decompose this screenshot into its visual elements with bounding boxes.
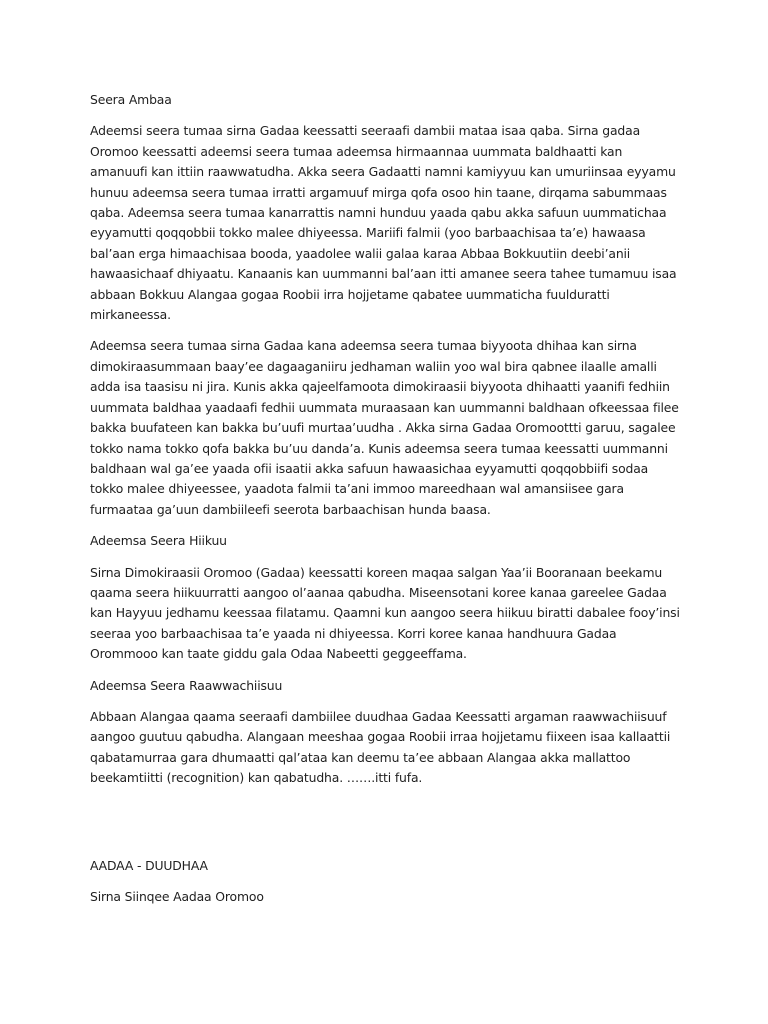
paragraph: Abbaan Alangaa qaama seeraafi dambiilee duudhaa Gadaa Keessatti argaman raawwachiisuuf aangoo guutuu qabudha. Alangaan meeshaa gogaa Roobii irraa hojjetamu fiixeen isaa kallaattii qabatamurraa gara dhumaatti qal’ataa kan deemu ta’ee abbaan Alangaa akka mallattoo beekamtiitti (recognition) kan qabatudha. …….itti fufa.: [90, 708, 671, 786]
paragraph: Adeemsa seera tumaa sirna Gadaa kana adeemsa seera tumaa biyyoota dhihaa kan sirna dimokiraasummaan baay’ee dagaaganiiru jedhaman waliin yoo wal bira qabnee ilaalle amalli adda isa taasisu ni jira. Kunis akka qajeelfamoota dimokiraasii biyyoota dhihaatti yaanifi fedhiin uummata baldhaa yaadaafi fedhii uummata muraasaan kan uummanni baldhaan ofkeessaa filee bakka buufateen kan bakka bu’uufi murtaa’uudha . Akka sirna Gadaa Oromoottti garuu, sagalee tokko nama tokko qofa bakka bu’uu danda’a. Kunis adeemsa seera tumaa keessatti uummanni baldhaan wal ga’ee yaada ofii isaatii akka safuun hawaasichaa eyyamutti qoqqobbiifi sodaa tokko malee dhiyeessee, yaadota falmii ta’ani immoo mareedhaan wal amansiisee gara furmaataa ga’uun dambiileefi seerota barbaachisan hunda baasa.: [90, 338, 679, 517]
section-heading: Seera Ambaa: [90, 92, 172, 107]
section-heading: Adeemsa Seera Raawwachiisuu: [90, 677, 283, 693]
section-heading-aadaa: AADAA - DUUDHAA: [90, 857, 208, 873]
paragraph: Adeemsi seera tumaa sirna Gadaa keessatti seeraafi dambii mataa isaa qaba. Sirna gadaa Oromoo keessatti adeemsi seera tumaa adeemsa hirmaannaa uummata baldhaatti kan amanuufi kan ittiin raawwatudha. Akka seera Gadaatti namni kamiyyuu kan umuriinsaa eyyamu hunuu adeemsa seera tumaa irratti argamuuf mirga qofa osoo hin taane, dirqama sabummaas qaba. Adeemsa seera tumaa kanarrattis namni hunduu yaada qabu akka safuun uummatichaa eyyamutti qoqqobbii tokko malee dhiyeessa. Mariifi falmii (yoo barbaachisaa ta’e) hawaasa bal’aan erga himaachisaa booda, yaadolee walii galaa karaa Abbaa Bokkuutiin deebi’anii hawaasichaaf dhiyaatu. Kanaanis kan uummanni bal’aan itti amanee seera tahee tumamuu isaa abbaan Bokkuu Alangaa gogaa Roobii irra hojjetame qabatee uummaticha fuulduratti mirkaneessa.: [90, 123, 677, 323]
blank-space: [90, 800, 682, 856]
document-body: [90, 90, 682, 918]
section-heading: Adeemsa Seera Hiikuu: [90, 533, 227, 549]
paragraph: Sirna Dimokiraasii Oromoo (Gadaa) keessatti koreen maqaa salgan Yaa’ii Booranaan beekamu qaama seera hiikuurratti aangoo ol’aanaa qabudha. Miseensotani koree kanaa gareelee Gadaa kan Hayyuu jedhamu keessaa filatamu. Qaamni kun aangoo seera hiikuu biratti dabalee fooy’insi seeraa yoo barbaachisaa ta’e yaada ni dhiyeessa. Korri koree kanaa handhuura Gadaa Orommooo kan taate giddu gala Odaa Nabeetti geggeeffama.: [90, 564, 680, 662]
section-heading-siinqee: Sirna Siinqee Aadaa Oromoo: [90, 889, 264, 904]
